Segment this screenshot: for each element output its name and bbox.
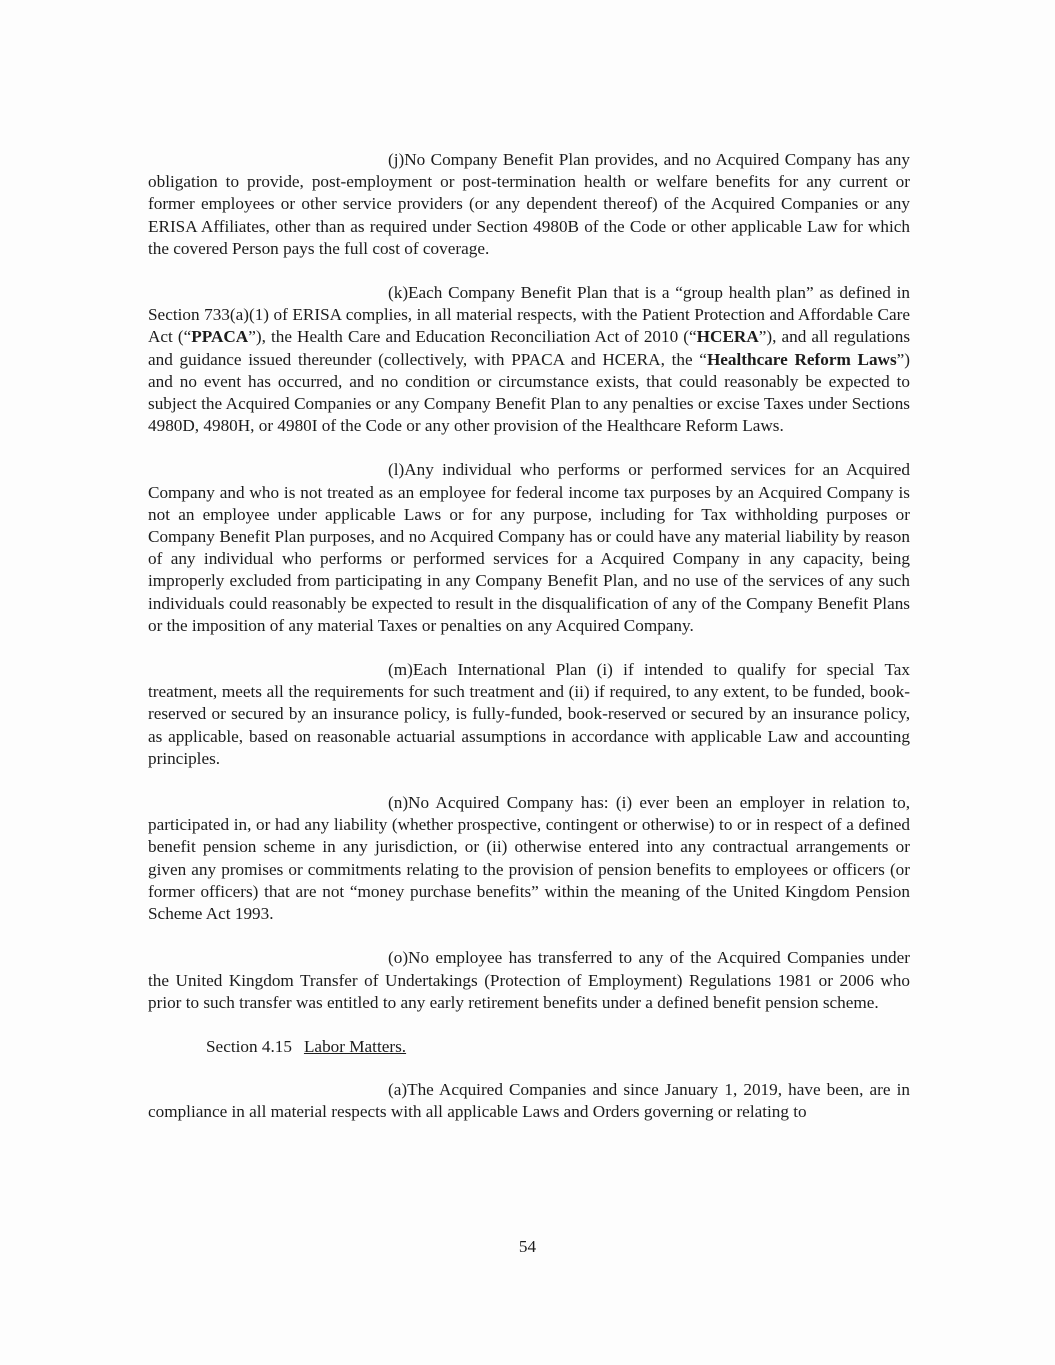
defined-term-healthcare-reform-laws: Healthcare Reform Laws — [706, 349, 897, 369]
defined-term-hcera: HCERA — [696, 327, 759, 347]
section-number: Section 4.15 — [206, 1036, 292, 1056]
paragraph-k — [148, 282, 910, 437]
paragraph-l — [148, 459, 910, 637]
page-number: 54 — [518, 1237, 537, 1256]
defined-term-ppaca: PPACA — [191, 327, 249, 347]
paragraph-text: Any individual who performs or performed services for an Acquired Company and who is not treated as an employee for federal income tax purposes by an Acquired Company is not an employee under applicable Laws or for any purpose, including for Tax withholding purposes or Company Benefit Plan purposes, and no Acquired Company has or could have any material liability by reason of any individual who performs or performed services for a Acquired Company in any capacity, being improperly excluded from participating in any Company Benefit Plan, and no use of the services of any such individuals could reasonably be expected to result in the disqualification of any of the Company Benefit Plans or the imposition of any material Taxes or penalties on any Acquired Company. — [148, 460, 910, 635]
paragraph-label: (n) — [388, 793, 409, 813]
paragraph-text: Each Company Benefit Plan that is a “group health plan” as defined in Section 733(a)(1) of ERISA complies, in all material respects, with the Patient Protection and Affordable Care Act (“ — [148, 283, 910, 347]
paragraph-j — [148, 149, 910, 260]
paragraph-o — [148, 947, 910, 1014]
paragraph-a — [148, 1079, 910, 1123]
paragraph-text: No Acquired Company has: (i) ever been an employer in relation to, participated in, or had any liability (whether prospective, contingent or otherwise) to or in respect of a defined benefit pension scheme in any jurisdiction, or (ii) otherwise entered into any contractual arrangements or given any promises or commitments relating to the provision of pension benefits to employees or officers (or former officers) that are not “money purchase benefits” within the meaning of the United Kingdom Pension Scheme Act 1993. — [148, 793, 910, 924]
paragraph-text: ”), and all regulations and guidance issued thereunder (collectively, with PPACA and HCERA, the “ — [148, 327, 911, 369]
paragraph-text: No employee has transferred to any of the Acquired Companies under the United Kingdom Transfer of Undertakings (Protection of Employment) Regulations 1981 or 2006 who prior to such transfer was entitled to any early retirement benefits under a defined benefit pension scheme. — [148, 948, 910, 1012]
paragraph-text: No Company Benefit Plan provides, and no Acquired Company has any obligation to provide, post-employment or post-termination health or welfare benefits for any current or former employees or other service providers (or any dependent thereof) of the Acquired Companies or any ERISA Affiliates, other than as required under Section 4980B of the Code or other applicable Law for which the covered Person pays the full cost of coverage. — [148, 150, 910, 258]
paragraph-text: ”), the Health Care and Education Reconciliation Act of 2010 (“ — [248, 327, 697, 347]
section-heading — [148, 1036, 910, 1058]
paragraph-n — [148, 792, 910, 925]
paragraph-label: (k) — [388, 283, 409, 303]
paragraph-text: Each International Plan (i) if intended to qualify for special Tax treatment, meets all the requirements for such treatment and (ii) if required, to any extent, to be funded, book-reserved or secured by an insurance policy, is fully-funded, book-reserved or secured by an insurance policy, as applicable, based on reasonable actuarial assumptions in accordance with applicable Law and accounting principles. — [148, 660, 910, 768]
page-body — [148, 149, 910, 1146]
paragraph-text: ”) and no event has occurred, and no condition or circumstance exists, that could reasonably be expected to subject the Acquired Companies or any Company Benefit Plan to any penalties or excise Taxes under Sections 4980D, 4980H, or 4980I of the Code or any other provision of the Healthcare Reform Laws. — [148, 349, 911, 436]
paragraph-label: (l) — [388, 460, 405, 480]
paragraph-label: (a) — [388, 1080, 408, 1100]
paragraph-label: (m) — [388, 660, 413, 680]
section-title: Labor Matters. — [303, 1036, 407, 1056]
paragraph-text: The Acquired Companies and since January 1, 2019, have been, are in compliance in all material respects with all applicable Laws and Orders governing or relating to — [148, 1080, 910, 1122]
paragraph-m — [148, 659, 910, 770]
paragraph-label: (j) — [388, 150, 405, 169]
paragraph-label: (o) — [388, 948, 409, 968]
